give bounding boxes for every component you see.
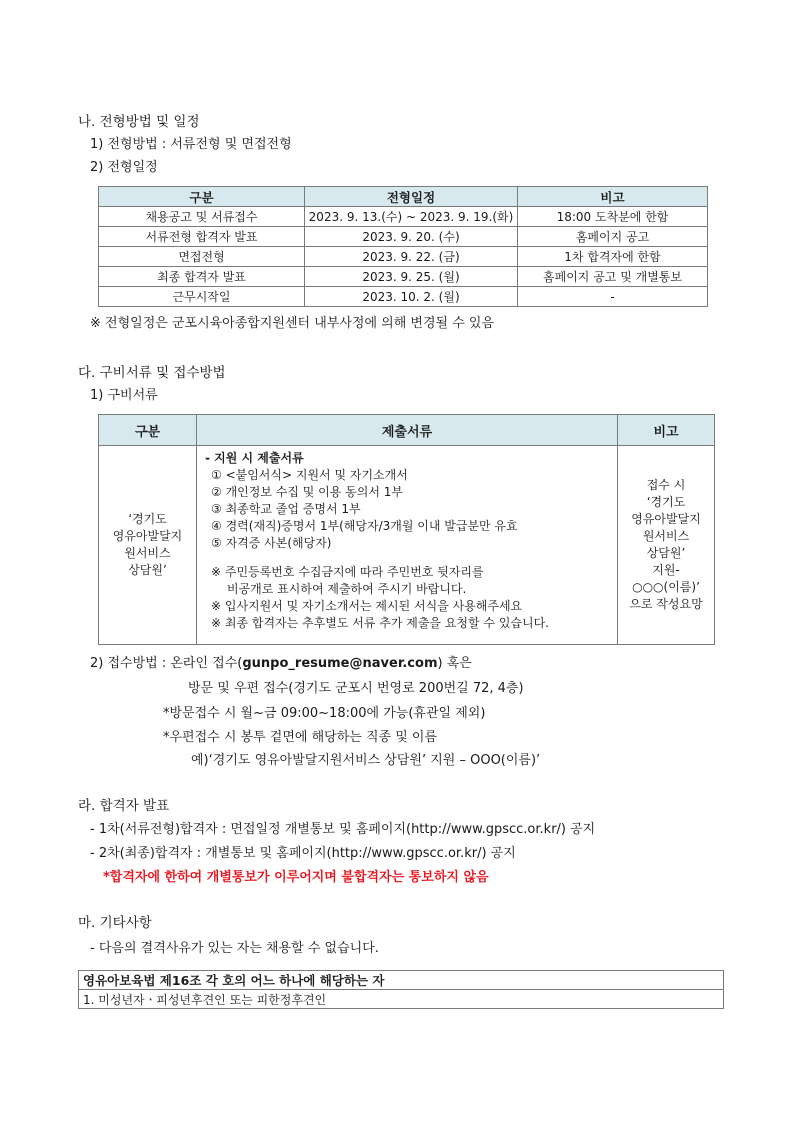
table-row <box>99 287 708 307</box>
document-item: ① <붙임서식> 지원서 및 자기소개서 <box>211 468 408 482</box>
table-cell: 채용공고 및 서류접수 <box>99 207 305 227</box>
apply-visit-hours: *방문접수 시 월~금 09:00~18:00에 가능(휴관일 제외) <box>163 706 486 721</box>
apply-visit-mail: 방문 및 우편 접수(경기도 군포시 번영로 200번길 72, 4층) <box>188 681 524 696</box>
table-cell: 서류전형 합격자 발표 <box>99 227 305 247</box>
category-line: ‘경기도 <box>128 512 167 526</box>
schedule-note: ※ 전형일정은 군포시육아종합지원센터 내부사정에 의해 변경될 수 있음 <box>90 316 495 331</box>
table-cell: 1차 합격자에 한함 <box>518 247 708 267</box>
remark-line: 으로 작성요망 <box>629 597 703 611</box>
documents-table <box>98 414 715 645</box>
table-cell: 홈페이지 공고 <box>518 227 708 247</box>
table-header-row <box>99 187 708 207</box>
remark-line: 상담원’ <box>646 546 686 560</box>
final-pass-notice: - 2차(최종)합격자 : 개별통보 및 홈페이지(http://www.gpscc.or.kr/) 공지 <box>90 846 516 861</box>
remark-line: 지원- <box>652 563 680 577</box>
disqualification-box <box>78 970 724 1009</box>
table-cell: 2023. 9. 22. (금) <box>305 247 518 267</box>
column-header: 제출서류 <box>197 415 618 446</box>
table-row <box>99 227 708 247</box>
remark-line: ‘경기도 <box>646 495 686 509</box>
apply-mail-note: *우편접수 시 봉투 겉면에 해당하는 직종 및 이름 <box>163 730 438 745</box>
table-row <box>99 446 715 645</box>
document-item: ③ 최종학교 졸업 증명서 1부 <box>211 502 361 516</box>
column-header: 구분 <box>99 415 197 446</box>
category-line: 상담원’ <box>128 563 167 577</box>
box-title-row <box>79 971 724 990</box>
box-item: 1. 미성년자ㆍ피성년후견인 또는 피한정후견인 <box>79 990 724 1009</box>
remark-cell <box>618 446 715 645</box>
section-ra-title: 라. 합격자 발표 <box>78 798 170 814</box>
schedule-table <box>98 186 708 307</box>
document-item: ④ 경력(재직)증명서 1부(해당자/3개월 이내 발급분만 유효 <box>211 519 518 533</box>
section-da-title: 다. 구비서류 및 접수방법 <box>78 365 226 381</box>
table-row <box>99 267 708 287</box>
section-na-title: 나. 전형방법 및 일정 <box>78 114 200 130</box>
column-header: 비고 <box>518 187 708 207</box>
document-note: 비공개로 표시하여 제출하여 주시기 바랍니다. <box>227 582 467 596</box>
apply-email-link[interactable]: gunpo_resume@naver.com <box>242 656 438 671</box>
remark-line: 접수 시 <box>646 478 686 492</box>
first-pass-notice: - 1차(서류전형)합격자 : 면접일정 개별통보 및 홈페이지(http://www.gpscc.or.kr/) 공지 <box>90 822 596 837</box>
schedule-label: 2) 전형일정 <box>90 160 158 175</box>
document-note: ※ 입사지원서 및 자기소개서는 제시된 서식을 사용해주세요 <box>211 599 523 613</box>
table-header-row <box>99 415 715 446</box>
box-item-row <box>79 990 724 1009</box>
category-line: 원서비스 <box>124 546 171 560</box>
document-item: ⑤ 자격증 사본(해당자) <box>211 536 332 550</box>
table-cell: 홈페이지 공고 및 개별통보 <box>518 267 708 287</box>
notification-warning: *합격자에 한하여 개별통보가 이루어지며 불합격자는 통보하지 않음 <box>103 870 489 885</box>
column-header: 전형일정 <box>305 187 518 207</box>
documents-title: - 지원 시 제출서류 <box>205 451 304 465</box>
apply-method <box>90 655 472 673</box>
section-ma-title: 마. 기타사항 <box>78 915 152 931</box>
documents-cell <box>197 446 618 645</box>
table-row <box>99 207 708 227</box>
remark-line: 원서비스 <box>642 529 690 543</box>
table-row <box>99 247 708 267</box>
table-cell: - <box>518 287 708 307</box>
box-title: 영유아보육법 제16조 각 호의 어느 하나에 해당하는 자 <box>79 971 724 990</box>
docs-label: 1) 구비서류 <box>90 388 158 403</box>
category-cell <box>99 446 197 645</box>
table-cell: 2023. 10. 2. (월) <box>305 287 518 307</box>
remark-line: ○○○(이름)’ <box>632 580 700 594</box>
document-note: ※ 최종 합격자는 추후별도 서류 추가 제출을 요청할 수 있습니다. <box>211 616 550 630</box>
table-cell: 2023. 9. 20. (수) <box>305 227 518 247</box>
apply-example: 예)‘경기도 영유아발달지원서비스 상담원’ 지원 – OOO(이름)’ <box>191 753 541 768</box>
apply-suffix: ) 혹은 <box>437 656 472 671</box>
table-cell: 2023. 9. 13.(수) ~ 2023. 9. 19.(화) <box>305 207 518 227</box>
disqualification-note: - 다음의 결격사유가 있는 자는 채용할 수 없습니다. <box>90 941 379 956</box>
document-note: ※ 주민등록번호 수집금지에 따라 주민번호 뒷자리를 <box>211 565 484 579</box>
column-header: 비고 <box>618 415 715 446</box>
document-item: ② 개인정보 수집 및 이용 동의서 1부 <box>211 485 403 499</box>
table-cell: 18:00 도착분에 한함 <box>518 207 708 227</box>
apply-prefix: 2) 접수방법 : 온라인 접수( <box>90 656 243 671</box>
table-cell: 2023. 9. 25. (월) <box>305 267 518 287</box>
remark-line: 영유아발달지 <box>631 512 701 526</box>
category-line: 영유아발달지 <box>112 529 183 543</box>
column-header: 구분 <box>99 187 305 207</box>
selection-method: 1) 전형방법 : 서류전형 및 면접전형 <box>90 137 292 152</box>
table-cell: 근무시작일 <box>99 287 305 307</box>
table-cell: 면접전형 <box>99 247 305 267</box>
table-cell: 최종 합격자 발표 <box>99 267 305 287</box>
